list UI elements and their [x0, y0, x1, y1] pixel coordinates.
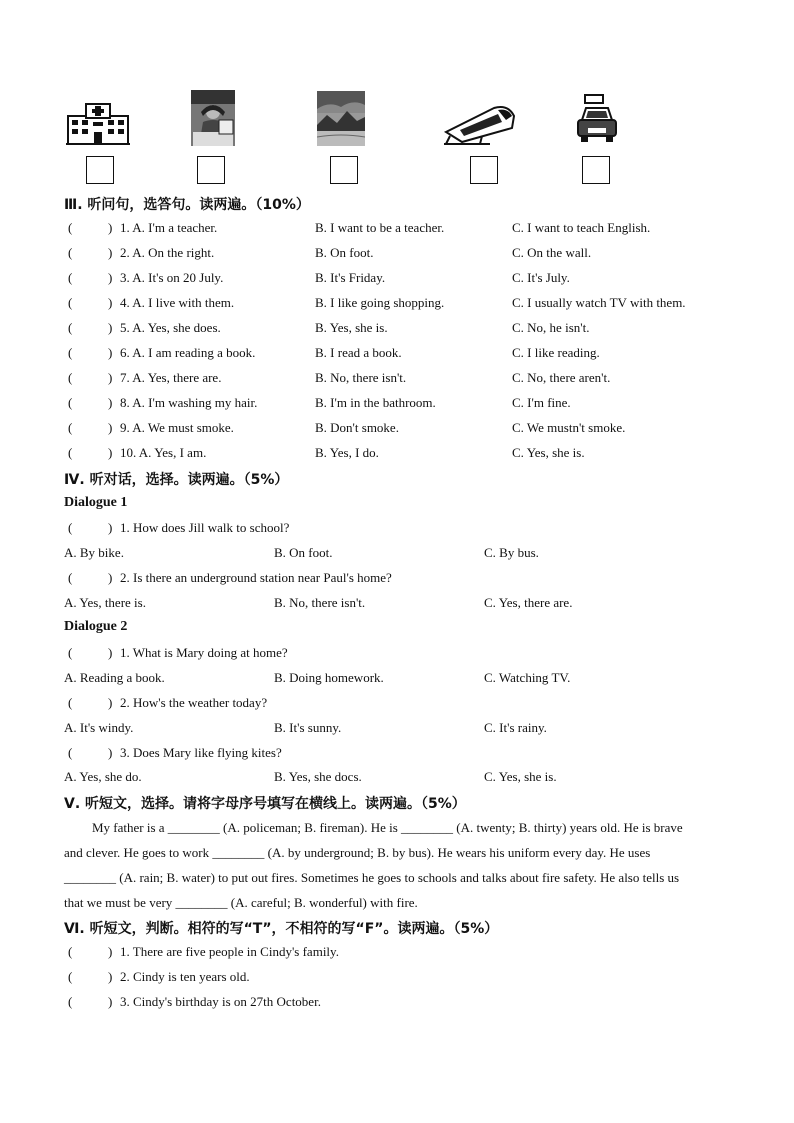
option-a: 10. A. Yes, I am. — [120, 445, 207, 460]
paren-open: ( — [68, 645, 73, 660]
statement-text: 2. Cindy is ten years old. — [120, 969, 250, 984]
option-c: C. Yes, she is. — [484, 769, 557, 784]
option-c: C. We mustn't smoke. — [512, 420, 626, 435]
answer-box-3[interactable] — [330, 156, 358, 184]
paren-open: ( — [68, 220, 73, 235]
passage-line: and clever. He goes to work ________ (A. by underground; B. by bus). He wears his uniform every day. He uses — [64, 845, 651, 860]
answer-box-5[interactable] — [582, 156, 610, 184]
question-row — [64, 520, 744, 540]
option-b: B. On foot. — [274, 545, 333, 560]
paren-close: ) — [108, 320, 113, 335]
question-row — [64, 695, 744, 715]
passage — [64, 815, 730, 915]
option-c: C. It's July. — [512, 270, 570, 285]
paren-open: ( — [68, 944, 73, 959]
option-b: B. I want to be a teacher. — [315, 220, 445, 235]
paren-close: ) — [108, 420, 113, 435]
option-a: 9. A. We must smoke. — [120, 420, 234, 435]
option-a: A. Yes, she do. — [64, 769, 142, 784]
option-b: B. I'm in the bathroom. — [315, 395, 436, 410]
option-a: 1. A. I'm a teacher. — [120, 220, 218, 235]
option-a: 6. A. I am reading a book. — [120, 345, 256, 360]
statement-text: 3. Cindy's birthday is on 27th October. — [120, 994, 321, 1009]
hospital-icon — [66, 98, 130, 146]
option-c: C. By bus. — [484, 545, 539, 560]
option-b: B. No, there isn't. — [315, 370, 407, 385]
paren-close: ) — [108, 520, 113, 535]
passage-line: ________ (A. rain; B. water) to put out fires. Sometimes he goes to schools and talks about fire safety. He also tells us — [64, 870, 680, 885]
option-a: A. It's windy. — [64, 720, 134, 735]
option-b: B. No, there isn't. — [274, 595, 366, 610]
list-item — [64, 270, 744, 290]
paren-close: ) — [108, 944, 113, 959]
option-c: C. I want to teach English. — [512, 220, 651, 235]
question-text: 3. Does Mary like flying kites? — [120, 745, 282, 760]
list-item — [64, 220, 744, 240]
paren-close: ) — [108, 370, 113, 385]
list-item — [64, 370, 744, 390]
options-row — [64, 670, 744, 690]
paren-close: ) — [108, 220, 113, 235]
landscape-photo-icon — [317, 91, 365, 146]
option-b: B. Yes, she docs. — [274, 769, 362, 784]
option-a: A. Yes, there is. — [64, 595, 146, 610]
paren-open: ( — [68, 420, 73, 435]
option-b: B. I like going shopping. — [315, 295, 445, 310]
answer-box-1[interactable] — [86, 156, 114, 184]
paren-open: ( — [68, 270, 73, 285]
option-c: C. I'm fine. — [512, 395, 571, 410]
option-c: C. No, there aren't. — [512, 370, 611, 385]
paren-open: ( — [68, 445, 73, 460]
paren-open: ( — [68, 345, 73, 360]
option-a: 8. A. I'm washing my hair. — [120, 395, 258, 410]
option-a: 7. A. Yes, there are. — [120, 370, 222, 385]
list-item — [64, 445, 744, 465]
statement-text: 1. There are five people in Cindy's family. — [120, 944, 339, 959]
option-b: B. Yes, I do. — [315, 445, 379, 460]
option-a: 4. A. I live with them. — [120, 295, 235, 310]
paren-open: ( — [68, 570, 73, 585]
option-c: C. Watching TV. — [484, 670, 571, 685]
option-b: B. Yes, she is. — [315, 320, 388, 335]
paren-close: ) — [108, 695, 113, 710]
paren-close: ) — [108, 969, 113, 984]
list-item — [64, 969, 744, 989]
options-row — [64, 769, 744, 789]
paren-close: ) — [108, 345, 113, 360]
paren-close: ) — [108, 395, 113, 410]
paren-close: ) — [108, 295, 113, 310]
section-6-title: Ⅵ. 听短文，判断。相符的写“T”，不相符的写“F”。读两遍。（5%） — [64, 921, 499, 937]
section-5-title: Ⅴ. 听短文，选择。请将字母序号填写在横线上。读两遍。（5%） — [64, 796, 466, 812]
option-b: B. I read a book. — [315, 345, 402, 360]
question-text: 2. How's the weather today? — [120, 695, 268, 710]
passage-line: My father is a ________ (A. policeman; B. fireman). He is ________ (A. twenty; B. thirty) years old. He is brave — [92, 820, 683, 835]
paren-open: ( — [68, 745, 73, 760]
list-item — [64, 295, 744, 315]
list-item — [64, 245, 744, 265]
list-item — [64, 944, 744, 964]
option-a: 5. A. Yes, she does. — [120, 320, 221, 335]
paren-open: ( — [68, 295, 73, 310]
paren-close: ) — [108, 570, 113, 585]
question-row — [64, 645, 744, 665]
list-item — [64, 420, 744, 440]
option-b: B. On foot. — [315, 245, 374, 260]
paren-close: ) — [108, 270, 113, 285]
list-item — [64, 320, 744, 340]
taxi-icon — [576, 92, 618, 146]
option-b: B. It's sunny. — [274, 720, 342, 735]
paren-open: ( — [68, 695, 73, 710]
option-b: B. It's Friday. — [315, 270, 386, 285]
option-a: 2. A. On the right. — [120, 245, 215, 260]
question-row — [64, 745, 744, 765]
options-row — [64, 545, 744, 565]
paren-open: ( — [68, 395, 73, 410]
paren-close: ) — [108, 445, 113, 460]
train-icon — [442, 102, 516, 146]
option-a: A. Reading a book. — [64, 670, 165, 685]
teacher-at-desk-icon — [191, 90, 235, 146]
paren-close: ) — [108, 645, 113, 660]
dialogue-1-label: Dialogue 1 — [64, 495, 128, 510]
list-item — [64, 345, 744, 365]
section-3-title: Ⅲ. 听问句，选答句。读两遍。（10%） — [64, 197, 310, 213]
section-4-title: Ⅳ. 听对话，选择。读两遍。（5%） — [64, 472, 289, 488]
options-row — [64, 720, 744, 740]
option-b: B. Don't smoke. — [315, 420, 399, 435]
passage-line: that we must be very ________ (A. careful; B. wonderful) with fire. — [64, 895, 418, 910]
paren-open: ( — [68, 245, 73, 260]
option-c: C. I like reading. — [512, 345, 600, 360]
options-row — [64, 595, 744, 615]
option-c: C. Yes, she is. — [512, 445, 585, 460]
option-c: C. Yes, there are. — [484, 595, 573, 610]
dialogue-2-label: Dialogue 2 — [64, 619, 128, 634]
list-item — [64, 395, 744, 415]
paren-open: ( — [68, 370, 73, 385]
question-row — [64, 570, 744, 590]
option-c: C. I usually watch TV with them. — [512, 295, 686, 310]
question-text: 1. How does Jill walk to school? — [120, 520, 290, 535]
paren-close: ) — [108, 245, 113, 260]
option-a: A. By bike. — [64, 545, 124, 560]
option-a: 3. A. It's on 20 July. — [120, 270, 224, 285]
paren-open: ( — [68, 520, 73, 535]
paren-open: ( — [68, 969, 73, 984]
option-b: B. Doing homework. — [274, 670, 384, 685]
paren-open: ( — [68, 994, 73, 1009]
question-text: 2. Is there an underground station near Paul's home? — [120, 570, 392, 585]
paren-close: ) — [108, 994, 113, 1009]
option-c: C. On the wall. — [512, 245, 592, 260]
answer-box-4[interactable] — [470, 156, 498, 184]
paren-open: ( — [68, 320, 73, 335]
paren-close: ) — [108, 745, 113, 760]
option-c: C. No, he isn't. — [512, 320, 590, 335]
list-item — [64, 994, 744, 1014]
answer-box-2[interactable] — [197, 156, 225, 184]
question-text: 1. What is Mary doing at home? — [120, 645, 288, 660]
option-c: C. It's rainy. — [484, 720, 547, 735]
